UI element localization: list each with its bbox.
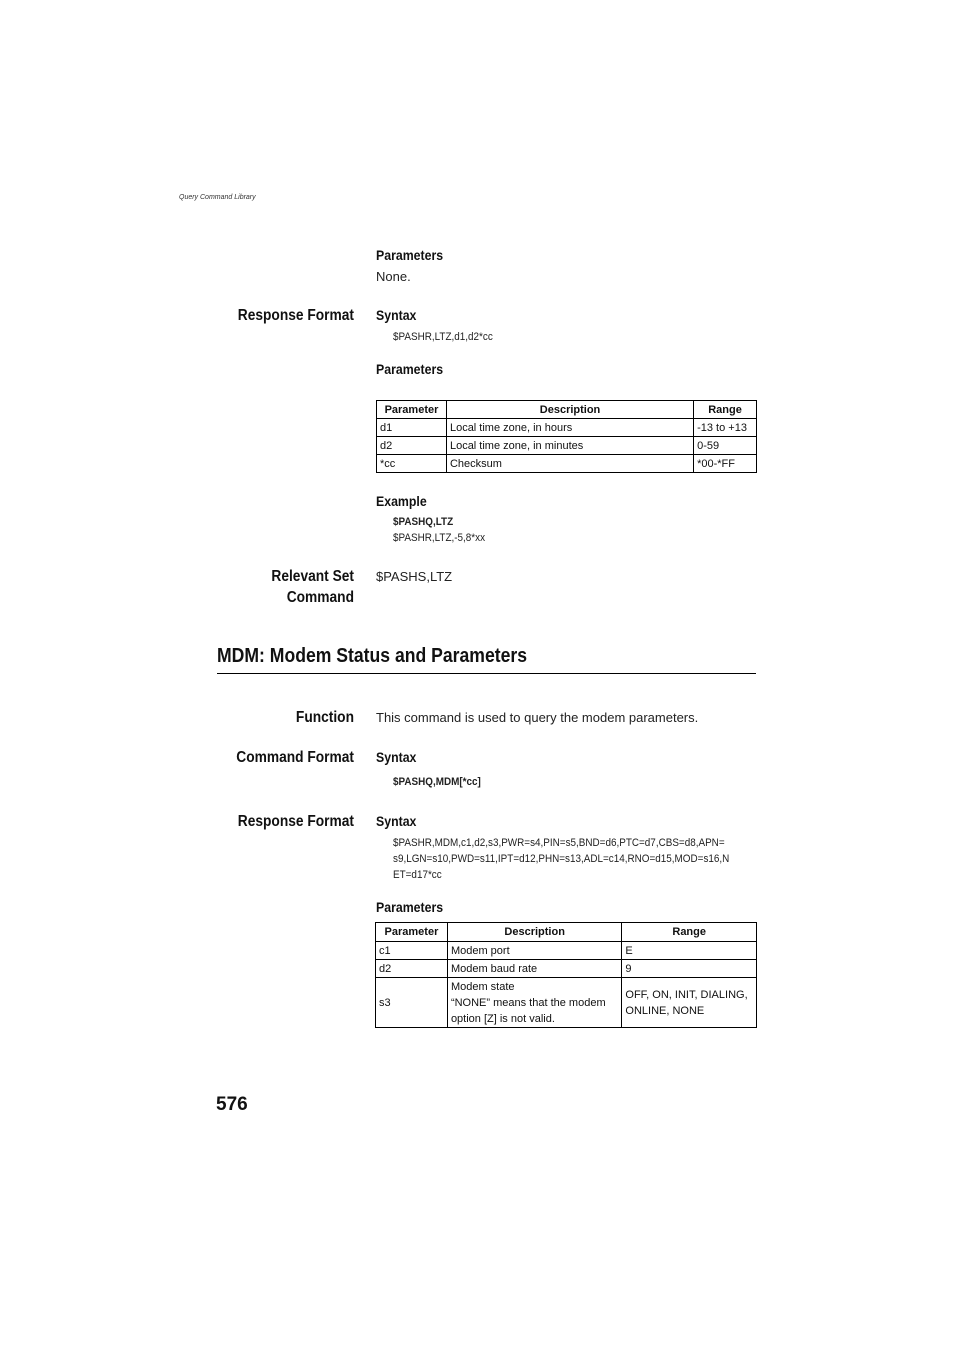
cell-line: option [Z] is not valid.: [450, 1012, 555, 1025]
table-cell: *00-*FF: [694, 455, 757, 473]
table-cell: c1: [376, 942, 448, 960]
example-heading: Example: [376, 493, 427, 509]
table-cell: E: [622, 942, 757, 960]
cell-line: ONLINE, NONE: [625, 1004, 705, 1017]
response-format-label: Response Format: [237, 307, 354, 324]
response-syntax-line2: s9,LGN=s10,PWD=s11,IPT=d12,PHN=s13,ADL=c14,RNO=d15,MOD=s16,N: [393, 853, 730, 865]
section-rule: [217, 673, 756, 674]
page-number: 576: [216, 1094, 248, 1115]
example-response: $PASHR,LTZ,-5,8*xx: [393, 532, 486, 544]
table-cell: Local time zone, in hours: [446, 419, 693, 437]
command-syntax-code: $PASHQ,MDM[*cc]: [393, 776, 481, 788]
table-header: Parameter: [377, 401, 447, 419]
function-text: This command is used to query the modem parameters.: [376, 710, 699, 725]
table-header: Description: [447, 923, 621, 942]
table-cell: d2: [377, 437, 447, 455]
parameters-none-text: None.: [376, 269, 411, 284]
response-syntax-line3: ET=d17*cc: [393, 869, 442, 881]
table-row: [376, 942, 757, 960]
ltz-parameters-table: [376, 400, 757, 473]
relevant-set-command-label: [203, 566, 354, 608]
cell-line: “NONE” means that the modem: [450, 996, 606, 1009]
parameters-heading: Parameters: [376, 247, 444, 263]
cell-line: OFF, ON, INIT, DIALING,: [625, 988, 748, 1001]
table-row: [376, 960, 757, 978]
table-cell: Checksum: [446, 455, 693, 473]
table-cell: s3: [376, 978, 448, 1028]
table-row: [377, 437, 757, 455]
table-cell: Local time zone, in minutes: [446, 437, 693, 455]
response-format-label-2: Response Format: [237, 813, 354, 830]
mdm-parameters-table: [375, 922, 757, 1028]
relevant-set-command-value: $PASHS,LTZ: [376, 569, 453, 584]
table-header: Range: [622, 923, 757, 942]
relevant-label-line2: Command: [286, 589, 354, 606]
table-cell: d2: [376, 960, 448, 978]
table-header: Description: [446, 401, 693, 419]
table-header: Parameter: [376, 923, 448, 942]
table-header: Range: [694, 401, 757, 419]
parameters-heading-2: Parameters: [376, 361, 444, 377]
command-format-label: Command Format: [236, 749, 354, 766]
table-cell: 9: [622, 960, 757, 978]
table-cell: [622, 978, 757, 1028]
section-title: MDM: Modem Status and Parameters: [217, 645, 528, 667]
response-syntax-line1: $PASHR,MDM,c1,d2,s3,PWR=s4,PIN=s5,BND=d6,PTC=d7,CBS=d8,APN=: [393, 837, 725, 849]
table-row: [376, 978, 757, 1028]
syntax-heading: Syntax: [376, 307, 417, 323]
table-cell: Modem baud rate: [447, 960, 621, 978]
table-cell: d1: [377, 419, 447, 437]
table-cell: *cc: [377, 455, 447, 473]
mdm-parameters-heading: Parameters: [376, 899, 444, 915]
syntax-code: $PASHR,LTZ,d1,d2*cc: [393, 331, 493, 343]
relevant-label-line1: Relevant Set: [271, 568, 354, 585]
table-cell: Modem port: [447, 942, 621, 960]
response-syntax-heading: Syntax: [376, 813, 417, 829]
table-cell: [447, 978, 621, 1028]
example-command: $PASHQ,LTZ: [393, 516, 454, 528]
table-cell: -13 to +13: [694, 419, 757, 437]
table-cell: 0-59: [694, 437, 757, 455]
function-label: Function: [295, 709, 354, 726]
cell-line: Modem state: [450, 980, 515, 993]
table-row: [377, 419, 757, 437]
command-syntax-heading: Syntax: [376, 749, 417, 765]
table-row: [377, 455, 757, 473]
running-head: Query Command Library: [179, 194, 256, 201]
